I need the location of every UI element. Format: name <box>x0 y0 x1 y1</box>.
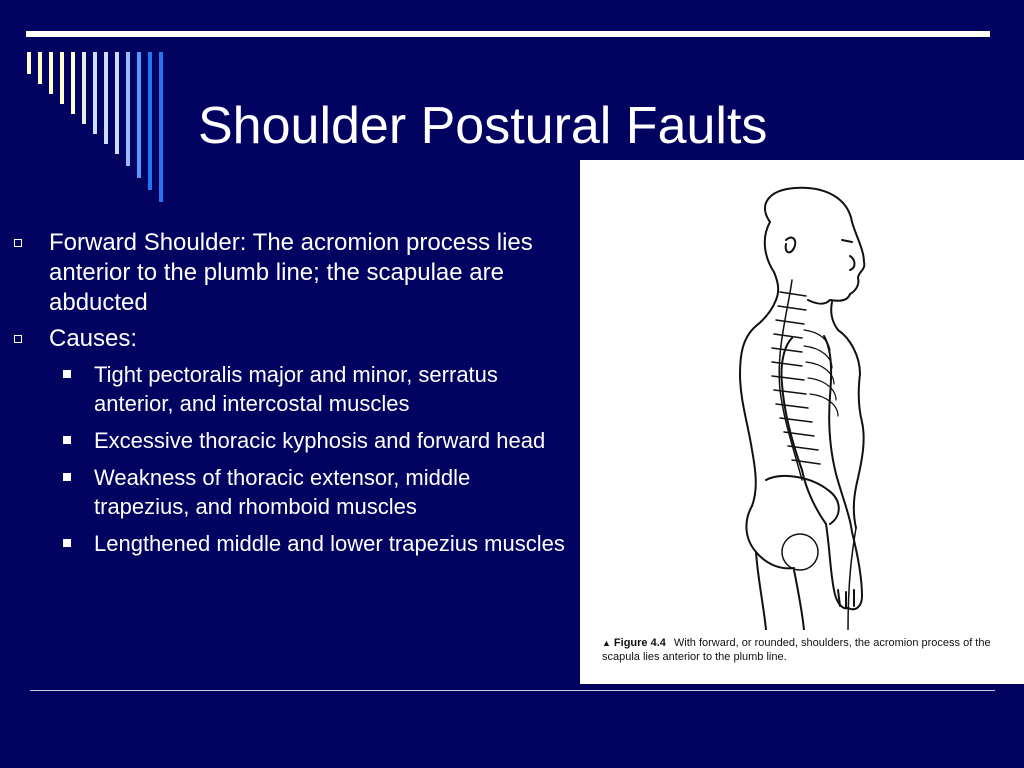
filled-square-bullet-icon <box>63 436 71 444</box>
filled-square-bullet-icon <box>63 370 71 378</box>
list-item <box>14 324 569 354</box>
sub-list-item <box>94 426 569 455</box>
bullet-list <box>14 228 569 566</box>
sub-list-item <box>94 463 569 521</box>
sub-list-item <box>94 360 569 418</box>
hollow-square-bullet-icon <box>14 239 22 247</box>
forward-shoulder-illustration <box>580 160 1024 630</box>
triangle-marker-icon: ▲ <box>602 638 611 648</box>
sub-bullet-text: Weakness of thoracic extensor, middle trapezius, and rhomboid muscles <box>94 465 471 519</box>
figure-label: Figure 4.4 <box>613 637 666 649</box>
anatomy-figure <box>580 160 1024 684</box>
figure-caption-text: With forward, or rounded, shoulders, the acromion process of the scapula lies anterior to the plumb line. <box>602 637 991 663</box>
bullet-text: Forward Shoulder: The acromion process lies anterior to the plumb line; the scapulae are abducted <box>49 229 533 316</box>
list-item <box>14 228 569 318</box>
sub-bullet-text: Lengthened middle and lower trapezius muscles <box>94 531 565 556</box>
slide-title: Shoulder Postural Faults <box>198 97 768 155</box>
hollow-square-bullet-icon <box>14 335 22 343</box>
sub-bullet-text: Excessive thoracic kyphosis and forward head <box>94 428 546 453</box>
decorative-stripes <box>0 0 180 210</box>
sub-bullet-text: Tight pectoralis major and minor, serratus anterior, and intercostal muscles <box>94 362 498 416</box>
filled-square-bullet-icon <box>63 473 71 481</box>
filled-square-bullet-icon <box>63 539 71 547</box>
figure-caption <box>602 636 1022 664</box>
bullet-text: Causes: <box>49 325 138 352</box>
bottom-rule <box>30 690 995 691</box>
sub-list-item <box>94 529 569 558</box>
